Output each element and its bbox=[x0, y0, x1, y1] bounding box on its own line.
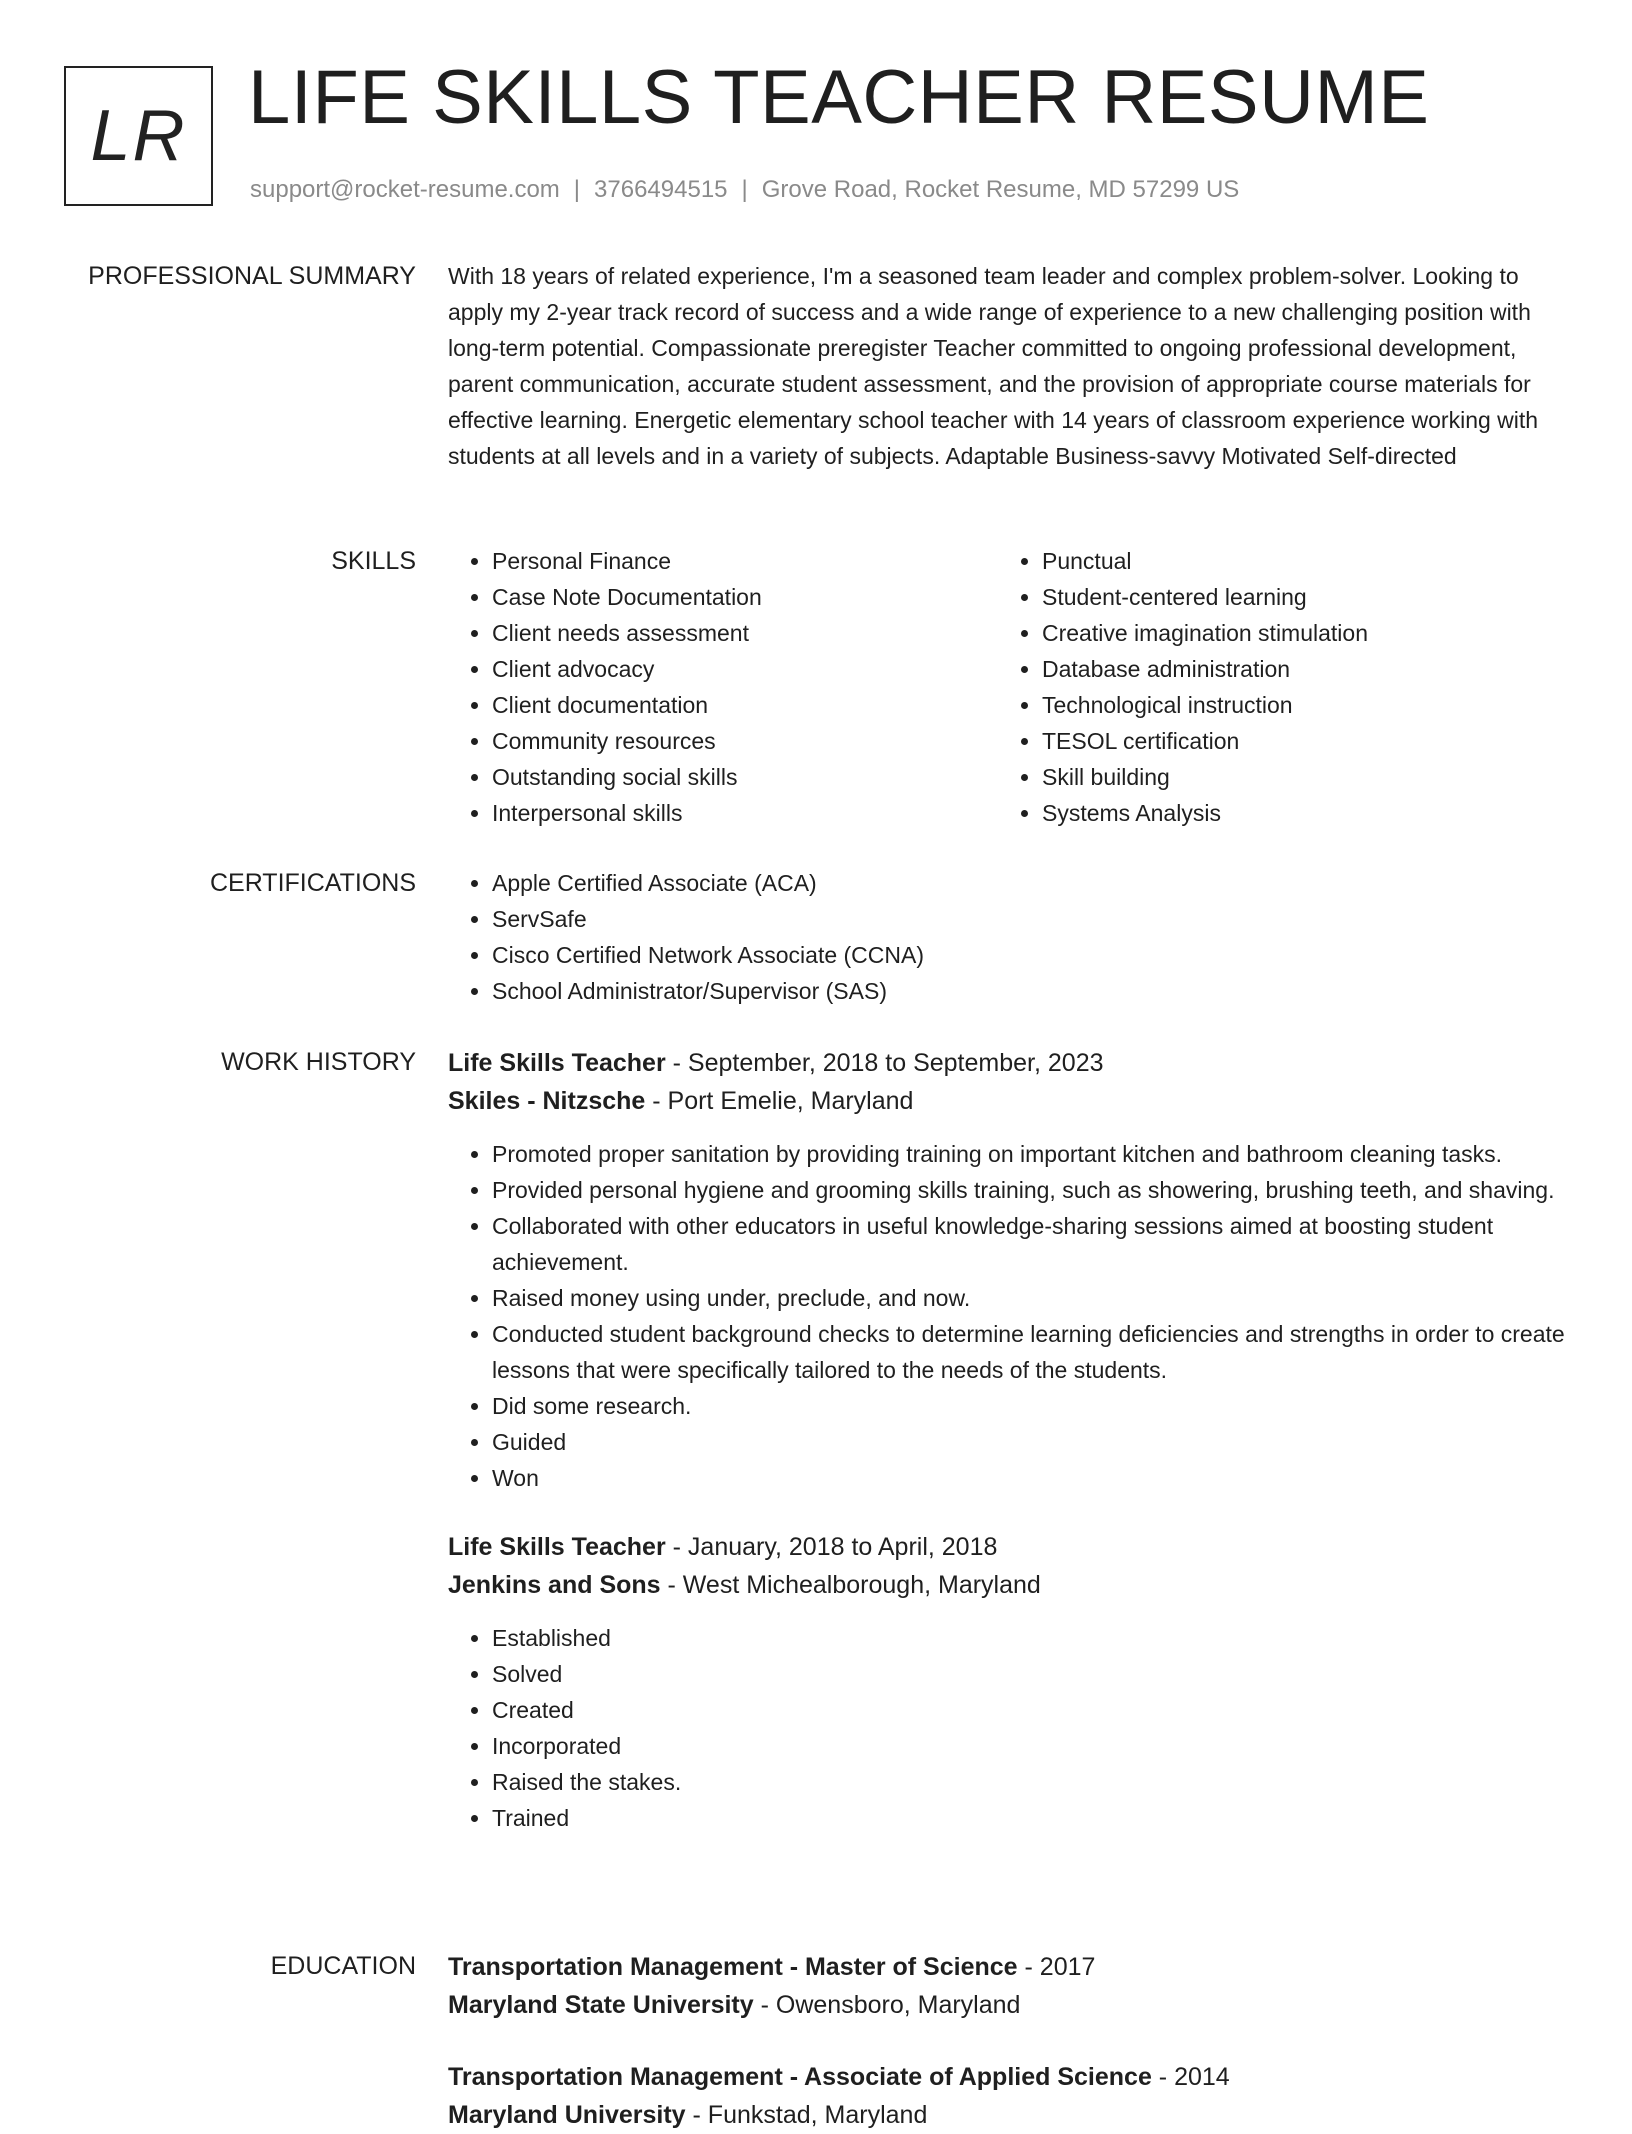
education-entry bbox=[448, 1948, 1568, 2024]
contact-separator: | bbox=[573, 176, 581, 203]
contact-separator: | bbox=[741, 176, 748, 203]
work-history-body bbox=[448, 1044, 1568, 1836]
job-company-line bbox=[448, 1566, 1568, 1604]
summary-body bbox=[448, 258, 1568, 474]
job-company: Skiles - Nitzsche bbox=[448, 1087, 646, 1115]
education-year: - 2017 bbox=[1017, 1953, 1096, 1981]
page-title: LIFE SKILLS TEACHER RESUME bbox=[248, 55, 1430, 140]
certification-item: • Cisco Certified Network Associate (CCNA) bbox=[492, 937, 1568, 973]
skill-item: • Client advocacy bbox=[492, 651, 998, 687]
job-duty-item: • Promoted proper sanitation by providing training on important kitchen and bathroom cleaning tasks. bbox=[492, 1136, 1568, 1172]
job-duty-item: • Won bbox=[492, 1460, 1568, 1496]
monogram-text: LR bbox=[90, 96, 187, 176]
job-duty-item: • Provided personal hygiene and grooming skills training, such as showering, brushing teeth, and shaving. bbox=[492, 1172, 1568, 1208]
section-heading-certifications: CERTIFICATIONS bbox=[209, 869, 416, 897]
skills-list-left bbox=[448, 543, 998, 831]
skill-item: • Technological instruction bbox=[1042, 687, 1602, 723]
certifications-list bbox=[448, 865, 1568, 1009]
job-company: Jenkins and Sons bbox=[448, 1571, 661, 1599]
education-degree-line bbox=[448, 2058, 1568, 2096]
skills-body bbox=[448, 543, 1568, 831]
education-entry bbox=[448, 2058, 1568, 2134]
job-duty-item: • Created bbox=[492, 1692, 1568, 1728]
education-school: Maryland State University bbox=[448, 1991, 754, 2019]
certification-item: • Apple Certified Associate (ACA) bbox=[492, 865, 1568, 901]
job-duty-item: • Raised money using under, preclude, and now. bbox=[492, 1280, 1568, 1316]
section-heading-skills: SKILLS bbox=[331, 547, 416, 575]
job-duty-item: • Established bbox=[492, 1620, 1568, 1656]
job-dates: - January, 2018 to April, 2018 bbox=[665, 1533, 998, 1561]
skill-item: • Outstanding social skills bbox=[492, 759, 998, 795]
job-entry bbox=[448, 1528, 1568, 1836]
skill-item: • Client needs assessment bbox=[492, 615, 998, 651]
monogram-logo bbox=[64, 66, 213, 206]
job-entry bbox=[448, 1044, 1568, 1496]
certification-item: • School Administrator/Supervisor (SAS) bbox=[492, 973, 1568, 1009]
job-title: Life Skills Teacher bbox=[448, 1533, 666, 1561]
job-duty-item: • Trained bbox=[492, 1800, 1568, 1836]
job-duty-item: • Raised the stakes. bbox=[492, 1764, 1568, 1800]
skill-item: • Interpersonal skills bbox=[492, 795, 998, 831]
contact-line bbox=[250, 176, 1239, 205]
contact-email[interactable]: support@rocket-resume.com bbox=[250, 176, 560, 203]
education-body bbox=[448, 1948, 1568, 2134]
skills-list-right bbox=[998, 543, 1602, 831]
skill-item: • Skill building bbox=[1042, 759, 1602, 795]
education-degree: Transportation Management - Associate of Applied Science bbox=[448, 2063, 1152, 2091]
job-location: - Port Emelie, Maryland bbox=[645, 1087, 914, 1115]
education-degree: Transportation Management - Master of Science bbox=[448, 1953, 1018, 1981]
skill-item: • Punctual bbox=[1042, 543, 1602, 579]
skill-item: • TESOL certification bbox=[1042, 723, 1602, 759]
skill-item: • Database administration bbox=[1042, 651, 1602, 687]
job-title-line bbox=[448, 1044, 1568, 1082]
education-degree-line bbox=[448, 1948, 1568, 1986]
job-title-line bbox=[448, 1528, 1568, 1566]
skill-item: • Creative imagination stimulation bbox=[1042, 615, 1602, 651]
education-school-line bbox=[448, 2096, 1568, 2134]
contact-phone[interactable]: 3766494515 bbox=[594, 176, 728, 203]
education-school: Maryland University bbox=[448, 2101, 686, 2129]
job-duty-item: • Solved bbox=[492, 1656, 1568, 1692]
section-heading-education: EDUCATION bbox=[270, 1952, 416, 1980]
education-year: - 2014 bbox=[1151, 2063, 1230, 2091]
education-location: - Owensboro, Maryland bbox=[753, 1991, 1021, 2019]
job-duty-item: • Collaborated with other educators in useful knowledge-sharing sessions aimed at boosting student achievement. bbox=[492, 1208, 1568, 1280]
certifications-body bbox=[448, 865, 1568, 1009]
job-duty-item: • Incorporated bbox=[492, 1728, 1568, 1764]
section-heading-summary: PROFESSIONAL SUMMARY bbox=[88, 262, 416, 290]
skill-item: • Community resources bbox=[492, 723, 998, 759]
skill-item: • Student-centered learning bbox=[1042, 579, 1602, 615]
job-duty-item: • Conducted student background checks to determine learning deficiencies and strengths in order to create lessons that were specifically tailored to the needs of the students. bbox=[492, 1316, 1568, 1388]
job-dates: - September, 2018 to September, 2023 bbox=[665, 1049, 1104, 1077]
skill-item: • Personal Finance bbox=[492, 543, 998, 579]
summary-text: With 18 years of related experience, I'm a seasoned team leader and complex problem-solver. Looking to apply my 2-year track record of success and a wide range of experience to a new challenging position with long-term potential. Compassionate preregister Teacher committed to ongoing professional development, parent communication, accurate student assessment, and the provision of appropriate course materials for effective learning. Energetic elementary school teacher with 14 years of classroom experience working with students at all levels and in a variety of subjects. Adaptable Business-savvy Motivated Self-directed bbox=[448, 263, 1539, 469]
contact-address: Grove Road, Rocket Resume, MD 57299 US bbox=[761, 176, 1240, 203]
education-location: - Funkstad, Maryland bbox=[685, 2101, 928, 2129]
job-duties-list bbox=[448, 1136, 1568, 1496]
job-location: - West Michealborough, Maryland bbox=[660, 1571, 1041, 1599]
skill-item: • Systems Analysis bbox=[1042, 795, 1602, 831]
education-school-line bbox=[448, 1986, 1568, 2024]
job-duty-item: • Guided bbox=[492, 1424, 1568, 1460]
job-title: Life Skills Teacher bbox=[448, 1049, 666, 1077]
job-duties-list bbox=[448, 1620, 1568, 1836]
certification-item: • ServSafe bbox=[492, 901, 1568, 937]
job-duty-item: • Did some research. bbox=[492, 1388, 1568, 1424]
section-heading-work-history: WORK HISTORY bbox=[221, 1048, 416, 1076]
skill-item: • Client documentation bbox=[492, 687, 998, 723]
skill-item: • Case Note Documentation bbox=[492, 579, 998, 615]
job-company-line bbox=[448, 1082, 1568, 1120]
